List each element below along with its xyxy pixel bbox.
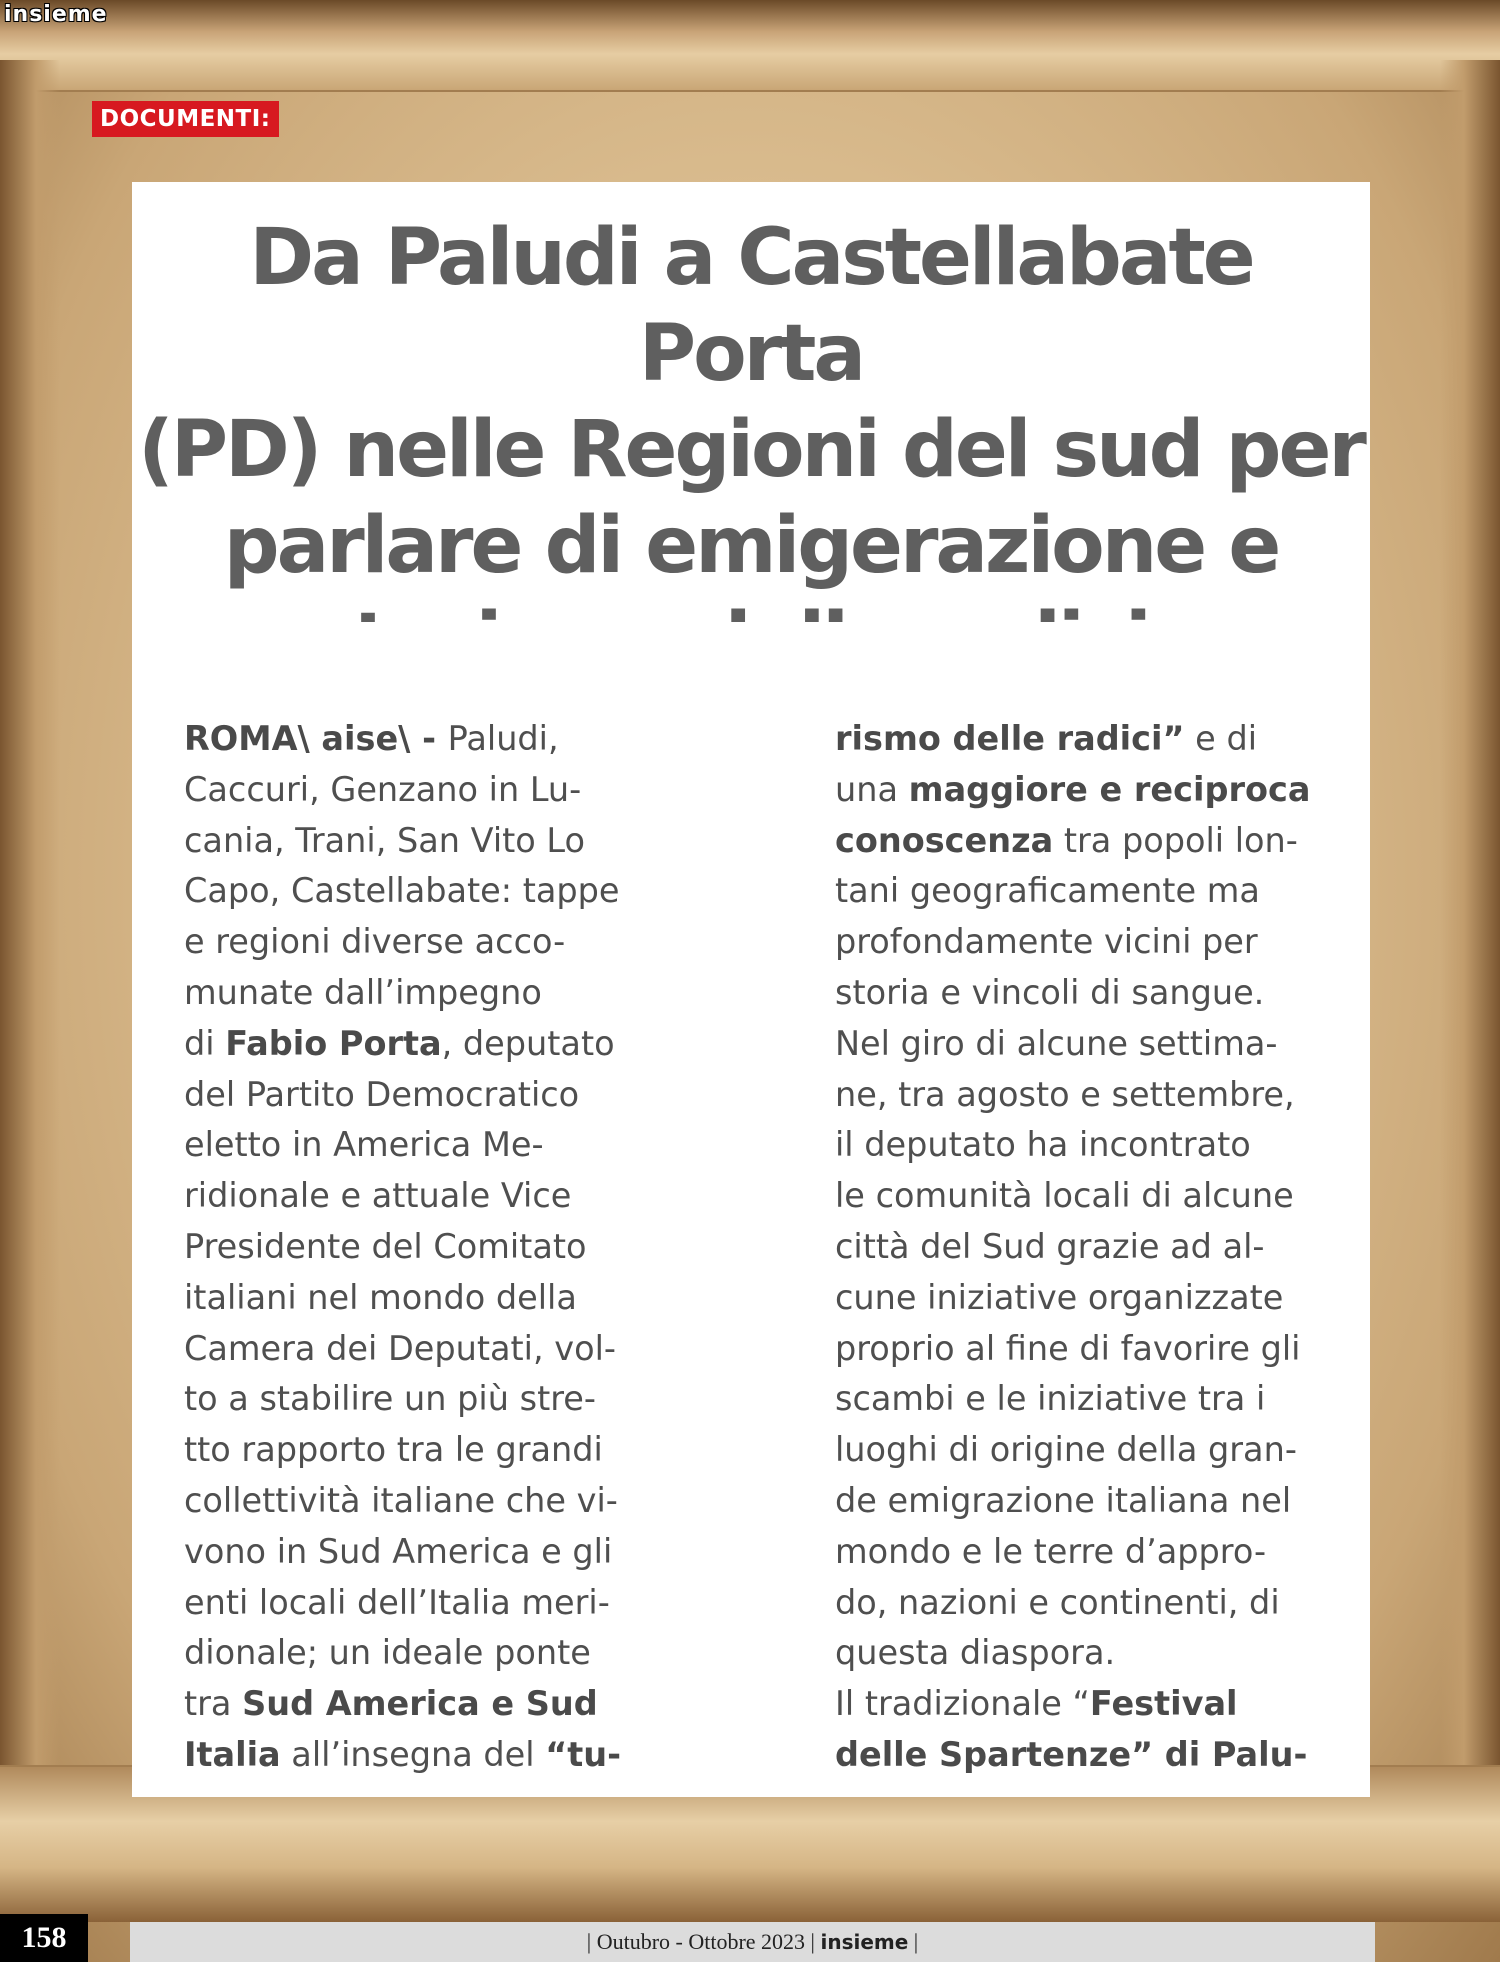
text-line [835,866,1355,917]
text-run: il deputato ha incontrato [835,1125,1251,1165]
title-line: parlare di emigerazione e [223,501,1279,591]
text-run: enti locali dell’Italia meri- [184,1582,610,1622]
scroll-edge-right [1440,60,1500,1780]
bold-text: delle Spartenze” di Palu- [835,1734,1308,1774]
text-line [184,816,664,867]
text-line [184,1171,664,1222]
text-run: di [184,1023,226,1063]
text-line [184,1628,664,1679]
text-line [184,1120,664,1171]
text-run: de emigrazione italiana nel [835,1480,1292,1520]
text-line [184,1324,664,1375]
article-body [132,622,1370,1797]
title-line: Da Paludi a Castellabate Porta [249,213,1253,399]
text-run: , deputato [441,1023,615,1063]
text-line [835,1527,1355,1578]
text-run: mondo e le terre d’appro- [835,1531,1267,1571]
text-run: luoghi di origine della gran- [835,1430,1297,1470]
text-run: Capo, Castellabate: tappe [184,871,620,911]
text-line [835,1324,1355,1375]
footer-text [130,1922,1375,1962]
bold-text: Sud America e Sud [242,1684,598,1724]
text-line [184,1222,664,1273]
text-run: tto rapporto tra le grandi [184,1430,603,1470]
text-line [184,1730,664,1781]
text-line [184,1679,664,1730]
text-line [835,1476,1355,1527]
left-column [184,714,664,1781]
text-line [835,1222,1355,1273]
text-line [835,816,1355,867]
text-run: do, nazioni e continenti, di [835,1582,1280,1622]
text-line [835,765,1355,816]
text-run: storia e vincoli di sangue. [835,972,1265,1012]
bold-text: conoscenza [835,820,1054,860]
text-run: eletto in America Me- [184,1125,544,1165]
text-line [835,1019,1355,1070]
text-run: italiani nel mondo della [184,1277,577,1317]
section-label: DOCUMENTI: [92,101,279,137]
text-line [835,1730,1355,1781]
text-line [184,1374,664,1425]
article-title [132,210,1370,690]
text-line [184,1527,664,1578]
text-run: una [835,769,909,809]
text-line [184,1578,664,1629]
bold-text: maggiore e reciproca [908,769,1311,809]
text-run: tani geograficamente ma [835,871,1260,911]
bold-text: Italia [184,1734,281,1774]
text-line [835,1679,1355,1730]
text-run: e regioni diverse acco- [184,922,566,962]
text-line [184,1070,664,1121]
text-line [184,1019,664,1070]
bold-text: Festival [1089,1684,1238,1724]
right-column [835,714,1355,1781]
text-line [835,1628,1355,1679]
text-line [184,765,664,816]
text-run: all’insegna del [280,1734,546,1774]
text-line [835,1425,1355,1476]
text-line [835,1273,1355,1324]
text-line [184,1476,664,1527]
text-line [835,1070,1355,1121]
text-run: ridionale e attuale Vice [184,1176,572,1216]
text-run: Camera dei Deputati, vol- [184,1328,616,1368]
text-run: Caccuri, Genzano in Lu- [184,769,582,809]
title-line: (PD) nelle Regioni del sud per [138,405,1364,495]
text-line [184,866,664,917]
bold-text: “tu- [545,1734,622,1774]
text-run: collettività italiane che vi- [184,1480,618,1520]
text-line [184,1425,664,1476]
text-run: ne, tra agosto e settembre, [835,1074,1295,1114]
text-run: Il tradizionale “ [835,1684,1090,1724]
text-run: dionale; un ideale ponte [184,1633,591,1673]
text-run: tra popoli lon- [1053,820,1298,860]
text-run: le comunità locali di alcune [835,1176,1294,1216]
text-line [835,1374,1355,1425]
text-line [835,714,1355,765]
title-box [132,182,1370,622]
text-run: del Partito Democratico [184,1074,580,1114]
footer-date: | Outubro - Ottobre 2023 | [586,1929,821,1954]
page-number: 158 [0,1914,88,1962]
text-line [835,1120,1355,1171]
scroll-roll-top [0,0,1500,92]
text-run: Paludi, [447,719,559,758]
text-run: profondamente vicini per [835,922,1258,962]
text-run: scambi e le iniziative tra i [835,1379,1266,1419]
text-line [835,917,1355,968]
brand-logo: insieme [4,2,108,27]
text-run: vono in Sud America e gli [184,1531,613,1571]
text-line [184,714,664,765]
text-run: Nel giro di alcune settima- [835,1023,1278,1063]
footer-end: | [908,1929,919,1954]
bold-text: rismo delle radici” [835,719,1185,758]
text-run: e di [1184,719,1258,758]
text-line [184,917,664,968]
text-run: cune iniziative organizzate [835,1277,1284,1317]
bold-text: Fabio Porta [225,1023,442,1063]
text-line [184,968,664,1019]
text-run: questa diaspora. [835,1633,1116,1673]
bold-text: ROMA\ aise\ - [184,719,448,758]
text-run: Presidente del Comitato [184,1226,587,1266]
text-line [835,1171,1355,1222]
text-run: tra [184,1684,243,1724]
text-run: to a stabilire un più stre- [184,1379,596,1419]
text-line [184,1273,664,1324]
text-run: proprio al fine di favorire gli [835,1328,1301,1368]
text-run: cania, Trani, San Vito Lo [184,820,586,860]
footer-brand: insieme [820,1930,909,1954]
text-line [835,968,1355,1019]
text-line [835,1578,1355,1629]
text-run: munate dall’impegno [184,972,542,1012]
scroll-edge-left [0,60,60,1780]
text-run: città del Sud grazie ad al- [835,1226,1265,1266]
